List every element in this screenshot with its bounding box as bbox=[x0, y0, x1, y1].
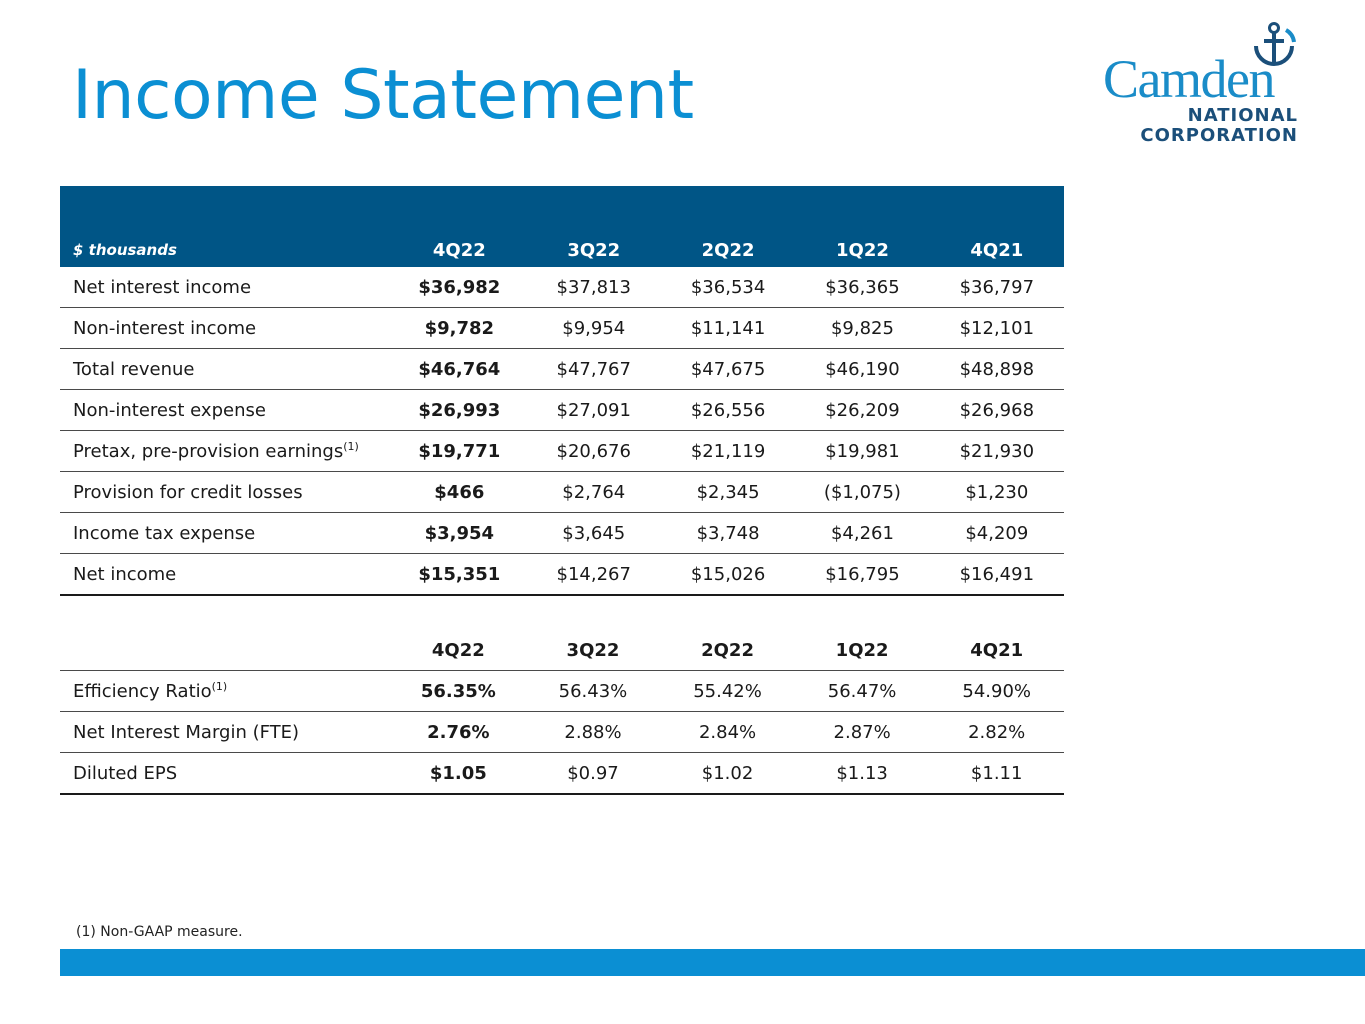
table-cell: 55.42% bbox=[660, 671, 795, 712]
table-cell: $0.97 bbox=[526, 753, 661, 795]
row-label-text: Total revenue bbox=[73, 358, 195, 380]
table-row bbox=[60, 712, 1064, 753]
table-cell: $21,119 bbox=[661, 431, 795, 472]
unit-label: $ thousands bbox=[60, 186, 392, 267]
table-cell: $1.11 bbox=[929, 753, 1064, 795]
table-cell: $46,764 bbox=[392, 349, 527, 390]
row-label bbox=[60, 472, 392, 513]
table-row bbox=[60, 554, 1064, 596]
column-header: 4Q21 bbox=[929, 630, 1064, 671]
row-label-text: Diluted EPS bbox=[73, 762, 178, 784]
column-header: 1Q22 bbox=[795, 630, 930, 671]
table-cell: $4,261 bbox=[795, 513, 929, 554]
table-cell: $19,771 bbox=[392, 431, 527, 472]
table-row bbox=[60, 431, 1064, 472]
row-label-text: Net Interest Margin (FTE) bbox=[73, 721, 300, 743]
row-label bbox=[60, 431, 392, 472]
table-cell: 2.87% bbox=[795, 712, 930, 753]
column-header: 3Q22 bbox=[527, 186, 661, 267]
table-cell: $47,675 bbox=[661, 349, 795, 390]
empty-header-cell bbox=[60, 630, 391, 671]
ratios-header-row bbox=[60, 630, 1064, 671]
table-cell: $26,993 bbox=[392, 390, 527, 431]
footnote-marker: (1) bbox=[343, 439, 359, 453]
table-row bbox=[60, 349, 1064, 390]
company-logo bbox=[1100, 22, 1300, 148]
table-cell: $48,898 bbox=[930, 349, 1064, 390]
table-cell: $36,982 bbox=[392, 267, 527, 308]
table-cell: $1.05 bbox=[391, 753, 526, 795]
row-label-text: Net income bbox=[73, 563, 177, 585]
table-cell: $3,748 bbox=[661, 513, 795, 554]
table-cell: $466 bbox=[392, 472, 527, 513]
table-cell: $12,101 bbox=[930, 308, 1064, 349]
table-row bbox=[60, 472, 1064, 513]
table-cell: $46,190 bbox=[795, 349, 929, 390]
table-cell: $11,141 bbox=[661, 308, 795, 349]
table-cell: 54.90% bbox=[929, 671, 1064, 712]
table-row bbox=[60, 308, 1064, 349]
table-row bbox=[60, 390, 1064, 431]
page-title: Income Statement bbox=[72, 56, 694, 135]
column-header: 1Q22 bbox=[795, 186, 929, 267]
column-header: 4Q21 bbox=[930, 186, 1064, 267]
footnote: (1) Non-GAAP measure. bbox=[76, 924, 243, 940]
table-cell: $2,345 bbox=[661, 472, 795, 513]
table-cell: 2.84% bbox=[660, 712, 795, 753]
row-label bbox=[60, 753, 391, 795]
row-label bbox=[60, 349, 392, 390]
logo-wordmark: Camden bbox=[1103, 49, 1274, 109]
table-cell: $16,795 bbox=[795, 554, 929, 596]
row-label-text: Income tax expense bbox=[73, 522, 256, 544]
row-label bbox=[60, 671, 391, 712]
table-cell: $37,813 bbox=[527, 267, 661, 308]
table-cell: $3,954 bbox=[392, 513, 527, 554]
table-cell: $36,365 bbox=[795, 267, 929, 308]
table-row bbox=[60, 671, 1064, 712]
column-header: 2Q22 bbox=[660, 630, 795, 671]
table-cell: 56.47% bbox=[795, 671, 930, 712]
row-label bbox=[60, 554, 392, 596]
row-label-text: Provision for credit losses bbox=[73, 481, 303, 503]
logo-line-corporation: CORPORATION bbox=[1140, 125, 1298, 146]
row-label-text: Efficiency Ratio bbox=[73, 680, 212, 702]
table-cell: $26,209 bbox=[795, 390, 929, 431]
table-cell: $16,491 bbox=[930, 554, 1064, 596]
table-row bbox=[60, 267, 1064, 308]
table-cell: ($1,075) bbox=[795, 472, 929, 513]
row-label-text: Net interest income bbox=[73, 276, 252, 298]
table-cell: $14,267 bbox=[527, 554, 661, 596]
row-label bbox=[60, 712, 391, 753]
table-cell: $47,767 bbox=[527, 349, 661, 390]
table-cell: $1.02 bbox=[660, 753, 795, 795]
table-cell: $21,930 bbox=[930, 431, 1064, 472]
table-cell: 2.88% bbox=[526, 712, 661, 753]
table-cell: $1,230 bbox=[930, 472, 1064, 513]
column-header: 2Q22 bbox=[661, 186, 795, 267]
column-header: 4Q22 bbox=[392, 186, 527, 267]
row-label-text: Non-interest expense bbox=[73, 399, 266, 421]
table-cell: $26,968 bbox=[930, 390, 1064, 431]
table-cell: 56.43% bbox=[526, 671, 661, 712]
table-cell: $26,556 bbox=[661, 390, 795, 431]
ratios-table bbox=[60, 630, 1064, 795]
table-cell: $15,026 bbox=[661, 554, 795, 596]
column-header: 4Q22 bbox=[391, 630, 526, 671]
table-cell: $9,954 bbox=[527, 308, 661, 349]
footer-bar bbox=[60, 949, 1365, 976]
footnote-marker: (1) bbox=[211, 679, 228, 693]
table-cell: $27,091 bbox=[527, 390, 661, 431]
row-label-text: Pretax, pre-provision earnings bbox=[73, 440, 344, 462]
income-header-row bbox=[60, 186, 1064, 267]
income-statement-table bbox=[60, 186, 1064, 596]
table-cell: $9,782 bbox=[392, 308, 527, 349]
table-cell: $15,351 bbox=[392, 554, 527, 596]
row-label bbox=[60, 308, 392, 349]
table-row bbox=[60, 753, 1064, 795]
row-label bbox=[60, 513, 392, 554]
column-header: 3Q22 bbox=[526, 630, 661, 671]
table-cell: $19,981 bbox=[795, 431, 929, 472]
table-cell: $1.13 bbox=[795, 753, 930, 795]
table-cell: $9,825 bbox=[795, 308, 929, 349]
table-cell: $36,797 bbox=[930, 267, 1064, 308]
table-cell: 56.35% bbox=[391, 671, 526, 712]
table-cell: $4,209 bbox=[930, 513, 1064, 554]
table-cell: $36,534 bbox=[661, 267, 795, 308]
row-label bbox=[60, 267, 392, 308]
logo-line-national: NATIONAL bbox=[1187, 105, 1298, 126]
table-cell: $20,676 bbox=[527, 431, 661, 472]
table-cell: $2,764 bbox=[527, 472, 661, 513]
table-cell: 2.82% bbox=[929, 712, 1064, 753]
row-label bbox=[60, 390, 392, 431]
table-cell: $3,645 bbox=[527, 513, 661, 554]
row-label-text: Non-interest income bbox=[73, 317, 257, 339]
table-row bbox=[60, 513, 1064, 554]
table-cell: 2.76% bbox=[391, 712, 526, 753]
